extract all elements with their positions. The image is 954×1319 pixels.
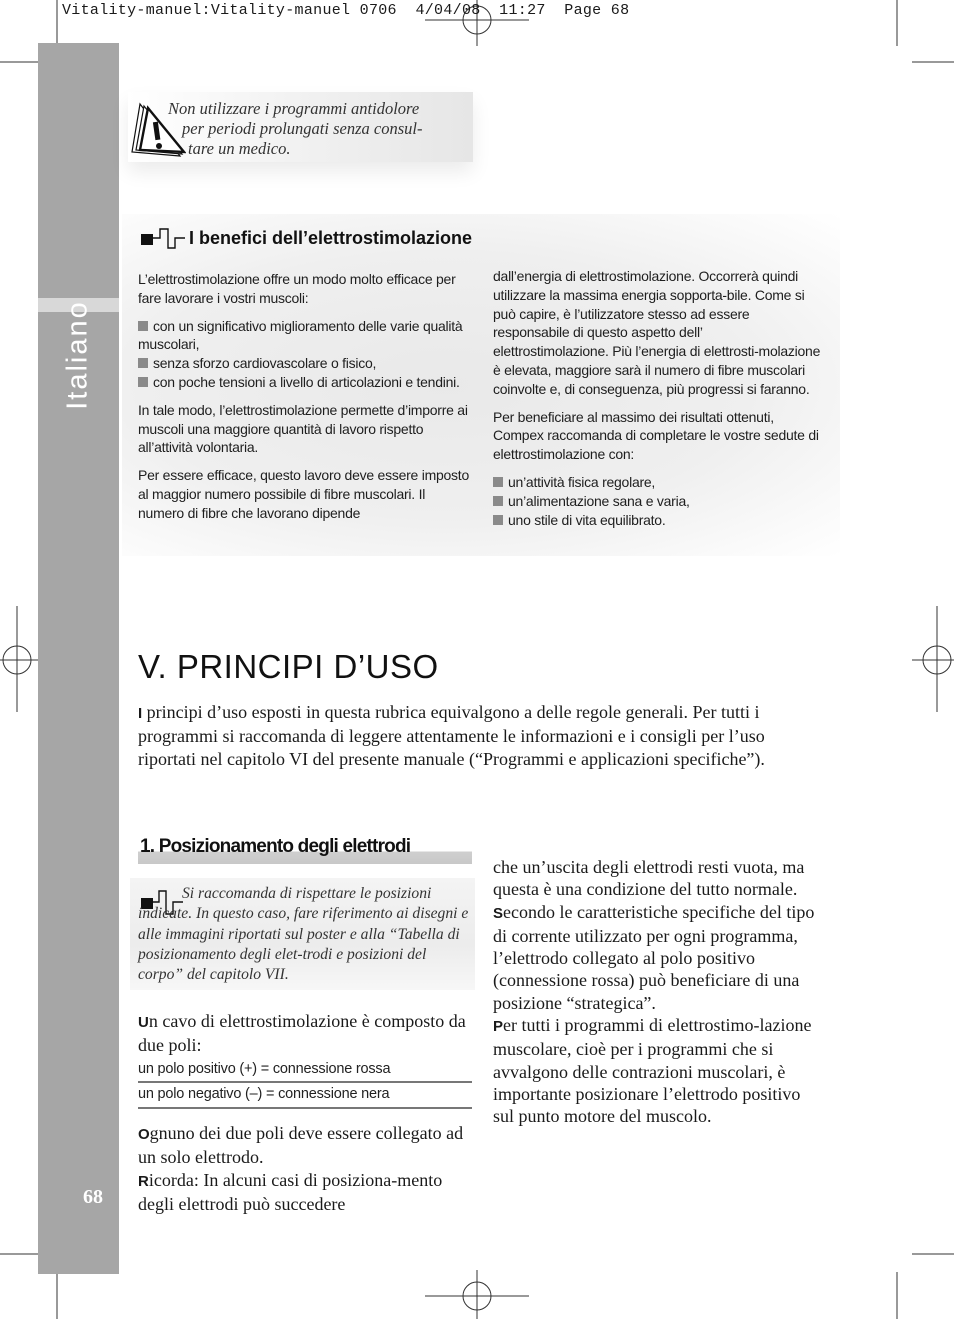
bullet-square-icon [493,477,503,487]
benefits-paragraph: Per beneficiare al massimo dei risultati ottenuti, Compex raccomanda di completare le vostre sedute di elettrostimolazione con: [493,408,819,463]
divider [138,1107,472,1109]
language-sidebar [38,43,119,1274]
pole-positive-row: un polo positivo (+) = connessione rossa [138,1061,391,1077]
pole-negative-row: un polo negativo (–) = connessione nera [138,1086,390,1102]
page-number: 68 [83,1186,103,1208]
benefits-paragraph: In tale modo, l’elettrostimolazione permette d’imporre ai muscoli una maggiore quantità di lavoro rispetto all’attività volontaria. [138,401,468,456]
warning-line: Non utilizzare i programmi antidolore [168,99,420,118]
subsection-right-column [493,856,825,1128]
list-item: uno stile di vita equilibrato. [493,511,821,530]
benefits-right-column [493,267,821,529]
drop-cap: I [138,705,143,722]
bullet-square-icon [493,496,503,506]
benefits-left-column [138,270,472,532]
right-paragraph: econdo le caratteristiche specifiche del tipo di corrente utilizzato per ogni programma, l’elettrodo collegato al polo positivo (connessione rossa) può beneficiare di una posizione “strategica”. [493,901,815,1013]
benefits-heading: I benefici dell’elettrostimolazione [189,228,473,248]
bullet-square-icon [493,515,503,525]
warning-line: tare un medico. [188,139,291,158]
bullet-square-icon [138,377,148,387]
drop-cap: S [493,904,504,922]
note-text: Si raccomanda di rispettare le posizioni indicate. In questo caso, fare riferimento ai disegni e alle immagini riportati sul poster e alla “Tabella di posizionamento degli elet-trodi e posizioni del corpo” del capitolo VII. [138,885,469,984]
benefits-intro: L’elettrostimolazione offre un modo molto efficace per fare lavorare i vostri muscoli: [138,271,456,306]
list-item: un’alimentazione sana e varia, [493,492,821,511]
right-paragraph: er tutti i programmi di elettrostimo-lazione muscolare, cioè per i programmi che si avvalgono delle contrazioni muscolari, è importante posizionare l’elettrodo positivo sul punto motore del muscolo. [493,1015,812,1127]
drop-cap: R [138,1172,149,1190]
list-item: con poche tensioni a livello di articolazioni e tendini. [138,373,472,392]
warning-line: per periodi prolungati senza consul- [182,119,423,138]
benefits-paragraph: Per essere efficace, questo lavoro deve essere imposto al maggior numero possibile di fibre muscolari. Il numero di fibre che lavorano dipende [138,467,469,521]
subsection-paragraph: Ognuno dei due poli deve essere collegato ad un solo elettrodo. Ricorda: In alcuni casi di posiziona-mento degli elettrodi può succedere [138,1123,464,1214]
print-slug-line: Vitality-manuel:Vitality-manuel 0706 4/04/08 11:27 Page 68 [62,2,630,19]
warning-text [168,99,468,159]
drop-cap: O [138,1126,150,1143]
bullet-square-icon [138,358,148,368]
list-item: un’attività fisica regolare, [493,473,821,492]
divider [138,1081,472,1083]
list-item: senza sforzo cardiovascolare o fisico, [138,354,472,373]
language-tab [48,300,108,410]
subsection-heading: 1. Posizionamento degli elettrodi [140,836,411,857]
list-item: con un significativo miglioramento delle varie qualità muscolari, [138,317,463,353]
language-label: Italiano [61,300,94,410]
drop-cap: U [138,1014,149,1031]
subsection-paragraph: Un cavo di elettrostimolazione è composto da due poli: [138,1011,466,1056]
drop-cap: P [493,1018,504,1036]
bullet-square-icon [138,321,148,331]
right-paragraph: che un’uscita degli elettrodi resti vuota, ma questa è una condizione del tutto normale. [493,857,805,900]
section-intro: I principi d’uso esposti in questa rubrica equivalgono a delle regole generali. Per tutti i programmi si raccomanda di leggere attentamente le informazioni e i consigli per l’uso riportati nel capitolo VI del presente manuale (“Programmi e applicazioni specifiche”). [138,702,765,769]
electrostim-pulse-icon [140,226,186,252]
section-title: V. PRINCIPI D’USO [138,648,439,685]
benefits-paragraph: dall’energia di elettrostimolazione. Occorrerà quindi utilizzare la massima energia sopporta-bile. Come si può capire, è l’utilizzatore stesso ad essere responsabile di questo aspetto dell’ elettrostimolazione. Più l’energia di elettrosti-molazione è elevata, maggiore sarà il numero di fibre muscolari coinvolte e, di conseguenza, più progressi si faranno. [493,268,821,397]
